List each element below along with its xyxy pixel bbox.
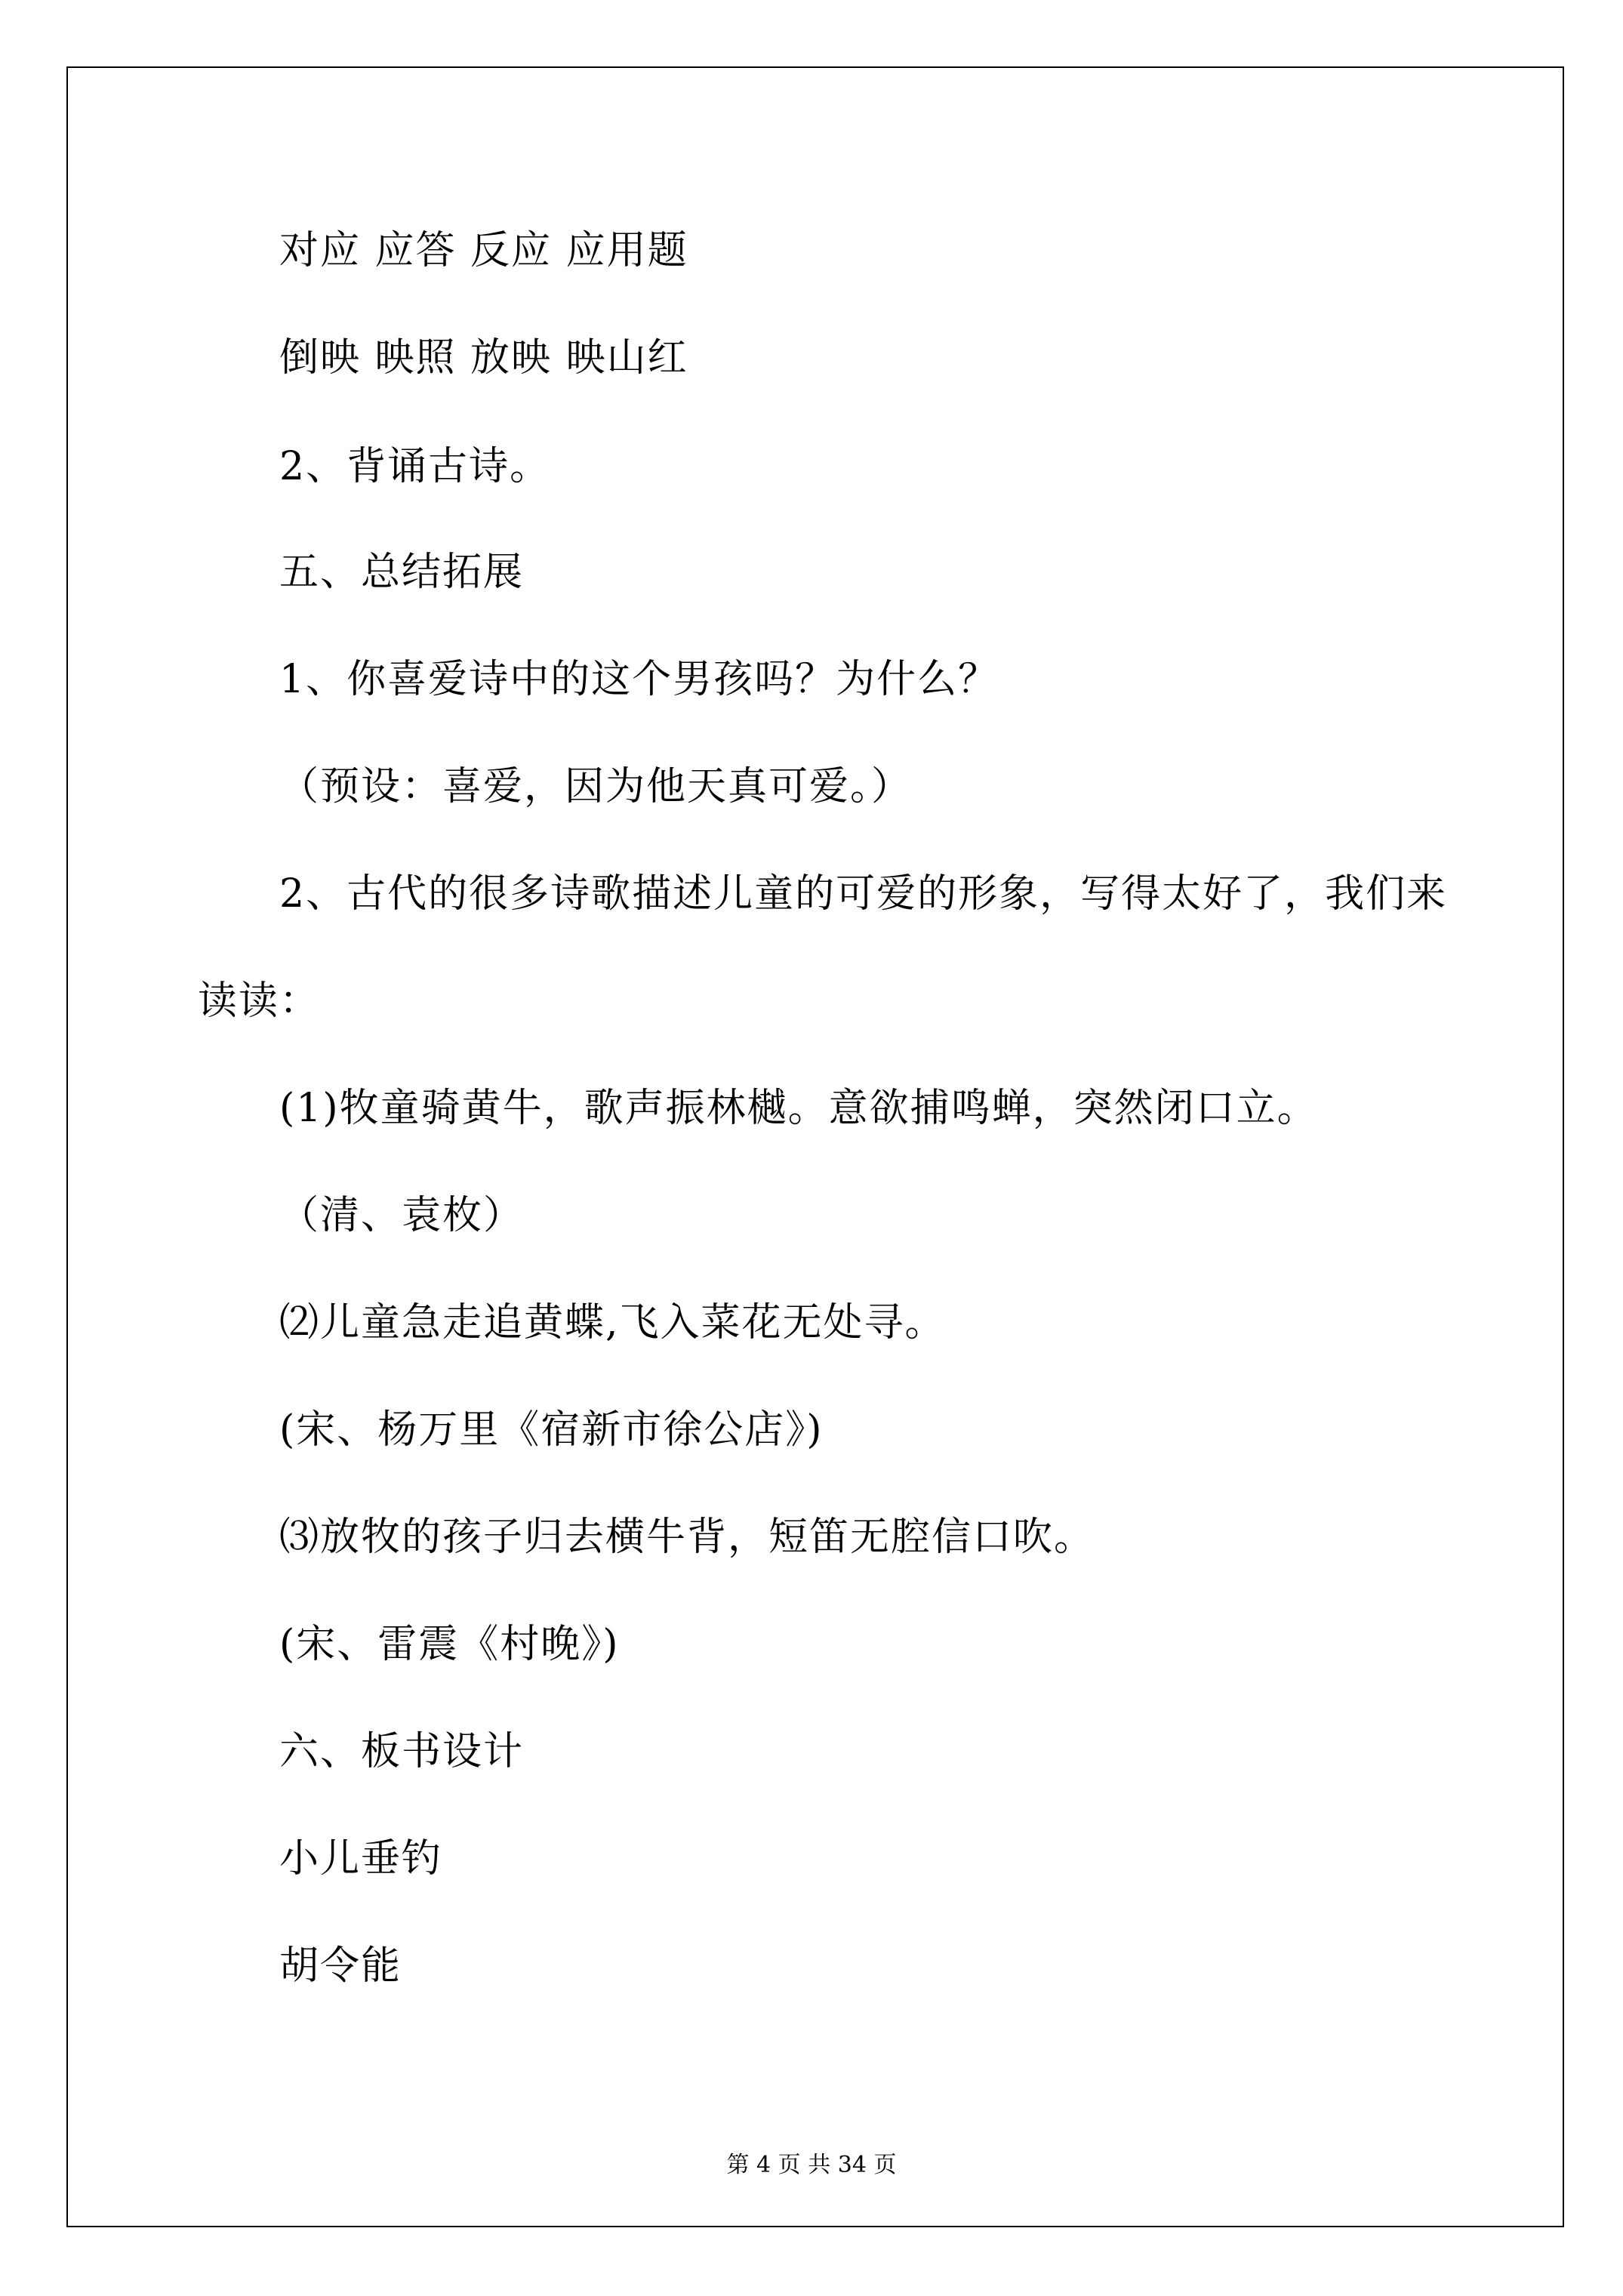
- text-line-6: （预设：喜爱，因为他天真可爱。）: [279, 764, 913, 809]
- text-line-5: 1、你喜爱诗中的这个男孩吗？为什么？: [279, 657, 999, 702]
- text-line-3: 2、背诵古诗。: [279, 444, 551, 489]
- poem-source-2: (宋、杨万里《宿新市徐公店》): [279, 1407, 824, 1453]
- text-line-7: 2、古代的很多诗歌描述儿童的可爱的形象，写得太好了，我们来: [279, 871, 1448, 917]
- page-border: [66, 66, 1564, 2227]
- text-line-2: 倒映 映照 放映 映山红: [279, 335, 688, 381]
- page-number-footer: 第 4 页 共 34 页: [726, 2152, 897, 2178]
- section-heading-5: 五、总结拓展: [279, 550, 525, 595]
- text-line-8: 读读：: [198, 978, 321, 1024]
- poem-source-1: （清、袁枚）: [279, 1193, 525, 1238]
- board-author: 胡令能: [279, 1943, 402, 1989]
- poem-line-2: ⑵儿童急走追黄蝶,飞入菜花无处寻。: [279, 1300, 946, 1345]
- poem-line-1: (1)牧童骑黄牛，歌声振林樾。意欲捕鸣蝉，突然闭口立。: [279, 1086, 1318, 1131]
- poem-line-3: ⑶放牧的孩子归去横牛背，短笛无腔信口吹。: [279, 1515, 1095, 1560]
- poem-source-3: (宋、雷震《村晚》): [279, 1622, 620, 1667]
- section-heading-6: 六、板书设计: [279, 1729, 525, 1774]
- board-title: 小儿垂钓: [279, 1836, 443, 1881]
- text-line-1: 对应 应答 反应 应用题: [279, 228, 688, 273]
